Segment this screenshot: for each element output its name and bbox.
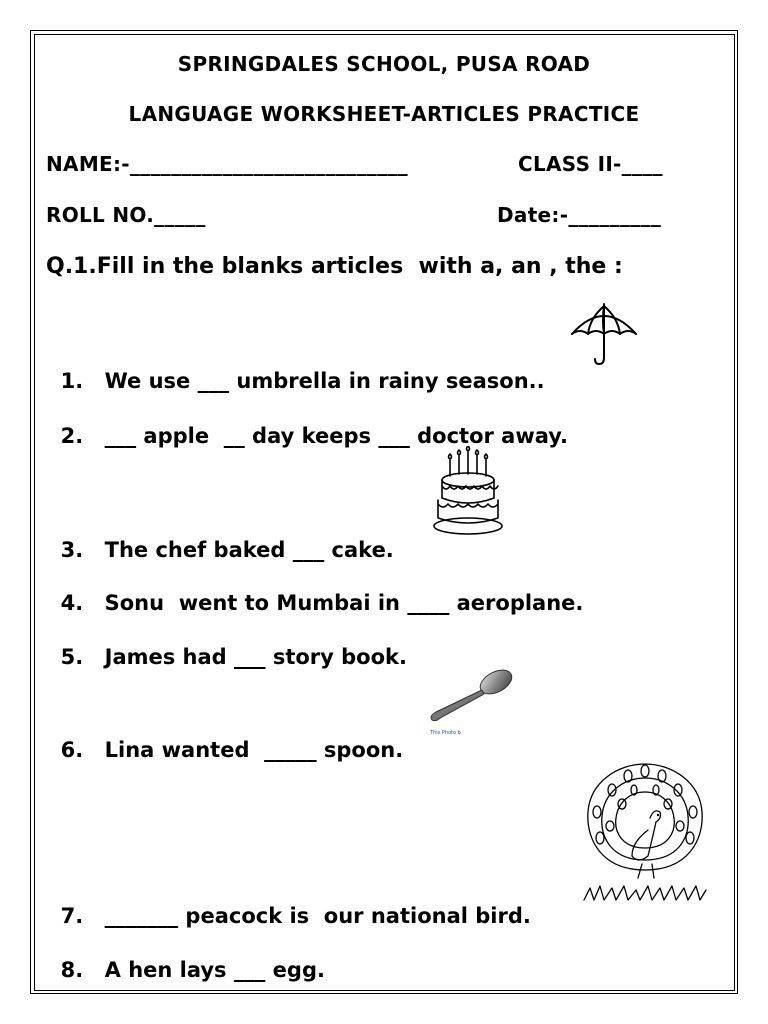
question-text: We use ___ umbrella in rainy season..: [104, 369, 545, 393]
question-text: Lina wanted _____ spoon.: [104, 738, 404, 762]
question-number: 8.: [60, 958, 84, 982]
roll-number-field: ROLL NO._____: [46, 203, 206, 227]
question-text: Sonu went to Mumbai in ____ aeroplane.: [104, 591, 584, 615]
name-field: NAME:-___________________________: [46, 152, 408, 176]
image-caption: This Photo b: [430, 730, 461, 736]
question-text: _______ peacock is our national bird.: [104, 904, 531, 928]
peacock-icon: [582, 760, 708, 902]
question-number: 6.: [60, 738, 84, 762]
question-number: 5.: [60, 645, 84, 669]
question-1: [46, 345, 545, 393]
school-name: SPRINGDALES SCHOOL, PUSA ROAD: [177, 52, 591, 76]
umbrella-icon: [568, 302, 640, 368]
question-text: ___ apple __ day keeps ___ doctor away.: [104, 424, 569, 448]
class-field: CLASS II-____: [518, 152, 663, 176]
question-4: [46, 567, 583, 615]
date-field: Date:-_________: [497, 203, 662, 227]
question-number: 2.: [60, 424, 84, 448]
question-text: A hen lays ___ egg.: [104, 958, 325, 982]
question-3: [46, 514, 394, 562]
question-2: [46, 400, 568, 448]
question-7: [46, 880, 531, 928]
question-number: 4.: [60, 591, 84, 615]
worksheet-title: LANGUAGE WORKSHEET-ARTICLES PRACTICE: [128, 102, 640, 126]
question-number: 7.: [60, 904, 84, 928]
question-6: [46, 714, 403, 762]
question-5: [46, 621, 407, 669]
spoon-icon: [426, 666, 516, 726]
question-number: 1.: [60, 369, 84, 393]
question-text: James had ___ story book.: [104, 645, 407, 669]
question-number: 3.: [60, 538, 84, 562]
question-8: [46, 934, 325, 982]
question-text: The chef baked ___ cake.: [104, 538, 394, 562]
cake-icon: [432, 446, 504, 538]
instruction: Q.1.Fill in the blanks articles with a, an , the :: [46, 254, 623, 279]
